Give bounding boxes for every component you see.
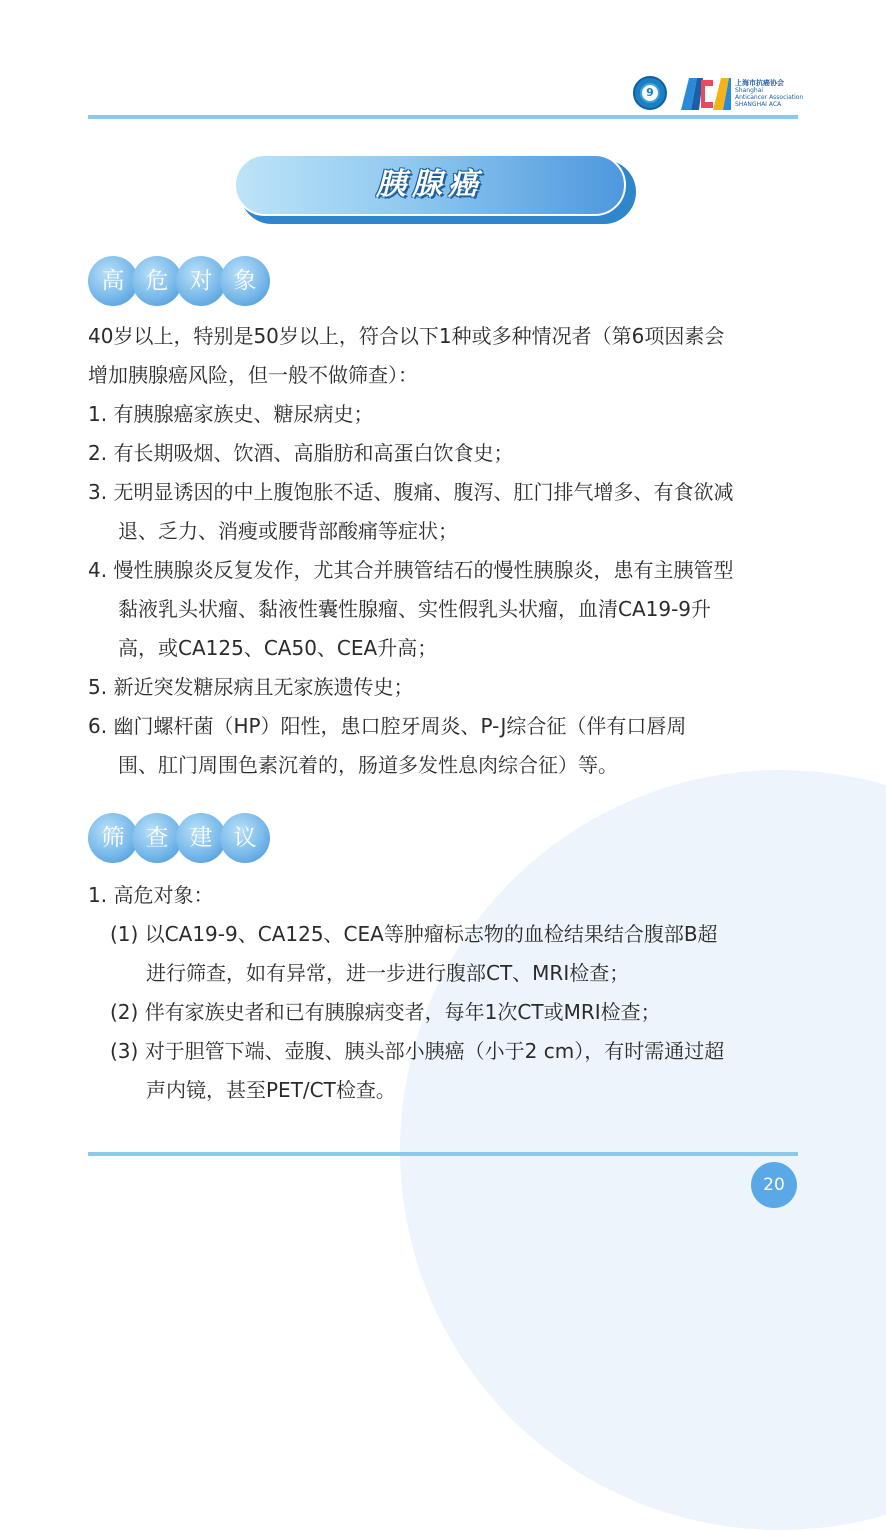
association-seal-logo xyxy=(633,76,667,110)
heading-char: 议 xyxy=(220,813,270,863)
section-heading-high-risk xyxy=(88,256,278,306)
list-item: 5. 新近突发糖尿病且无家族遗传史； xyxy=(88,675,414,699)
page-number-badge: 20 xyxy=(751,1162,797,1208)
body-line: 增加胰腺癌风险，但一般不做筛查）： xyxy=(88,363,418,387)
sub-list-item: (3) 对于胆管下端、壶腹、胰头部小胰癌（小于2 cm），有时需通过超 xyxy=(110,1039,725,1063)
list-item-continuation: 高，或CA125、CA50、CEA升高； xyxy=(118,636,438,660)
list-item: 4. 慢性胰腺炎反复发作，尤其合并胰管结石的慢性胰腺炎，患有主胰管型 xyxy=(88,558,734,582)
list-item: 1. 高危对象： xyxy=(88,883,214,907)
heading-char: 查 xyxy=(132,813,182,863)
section-heading-screening xyxy=(88,813,278,863)
list-item: 3. 无明显诱因的中上腹饱胀不适、腹痛、腹泻、肛门排气增多、有食欲减 xyxy=(88,480,734,504)
page-title: 胰腺癌 xyxy=(376,167,484,202)
sub-list-item-continuation: 进行筛查，如有异常，进一步进行腹部CT、MRI检查； xyxy=(146,961,630,985)
high-risk-body xyxy=(88,317,802,785)
heading-char: 对 xyxy=(176,256,226,306)
aca-logo-icon xyxy=(681,78,731,110)
list-item: 6. 幽门螺杆菌（HP）阳性，患口腔牙周炎、P-J综合征（伴有口唇周 xyxy=(88,714,687,738)
list-item-continuation: 围、肛门周围色素沉着的，肠道多发性息肉综合征）等。 xyxy=(118,753,618,777)
heading-char: 高 xyxy=(88,256,138,306)
header-divider xyxy=(88,115,798,119)
sub-list-item: (2) 伴有家族史者和已有胰腺病变者，每年1次CT或MRI检查； xyxy=(110,1000,661,1024)
heading-char: 筛 xyxy=(88,813,138,863)
screening-body xyxy=(88,876,802,1110)
list-item: 2. 有长期吸烟、饮酒、高脂肪和高蛋白饮食史； xyxy=(88,441,514,465)
body-line: 40岁以上，特别是50岁以上，符合以下1种或多种情况者（第6项因素会 xyxy=(88,324,725,348)
list-item: 1. 有胰腺癌家族史、糖尿病史； xyxy=(88,402,374,426)
sub-list-item-continuation: 声内镜，甚至PET/CT检查。 xyxy=(146,1078,396,1102)
aca-logo-text: 上海市抗癌协会 Shanghai Anticancer Association SHANGHAI ACA xyxy=(735,79,804,108)
heading-char: 建 xyxy=(176,813,226,863)
heading-char: 象 xyxy=(220,256,270,306)
sub-list-item: (1) 以CA19-9、CA125、CEA等肿瘤标志物的血检结果结合腹部B超 xyxy=(110,922,718,946)
seal-logo-number: 9 xyxy=(640,83,660,103)
footer-divider xyxy=(88,1152,798,1156)
heading-char: 危 xyxy=(132,256,182,306)
list-item-continuation: 黏液乳头状瘤、黏液性囊性腺瘤、实性假乳头状瘤，血清CA19-9升 xyxy=(118,597,712,621)
list-item-continuation: 退、乏力、消瘦或腰背部酸痛等症状； xyxy=(118,519,458,543)
